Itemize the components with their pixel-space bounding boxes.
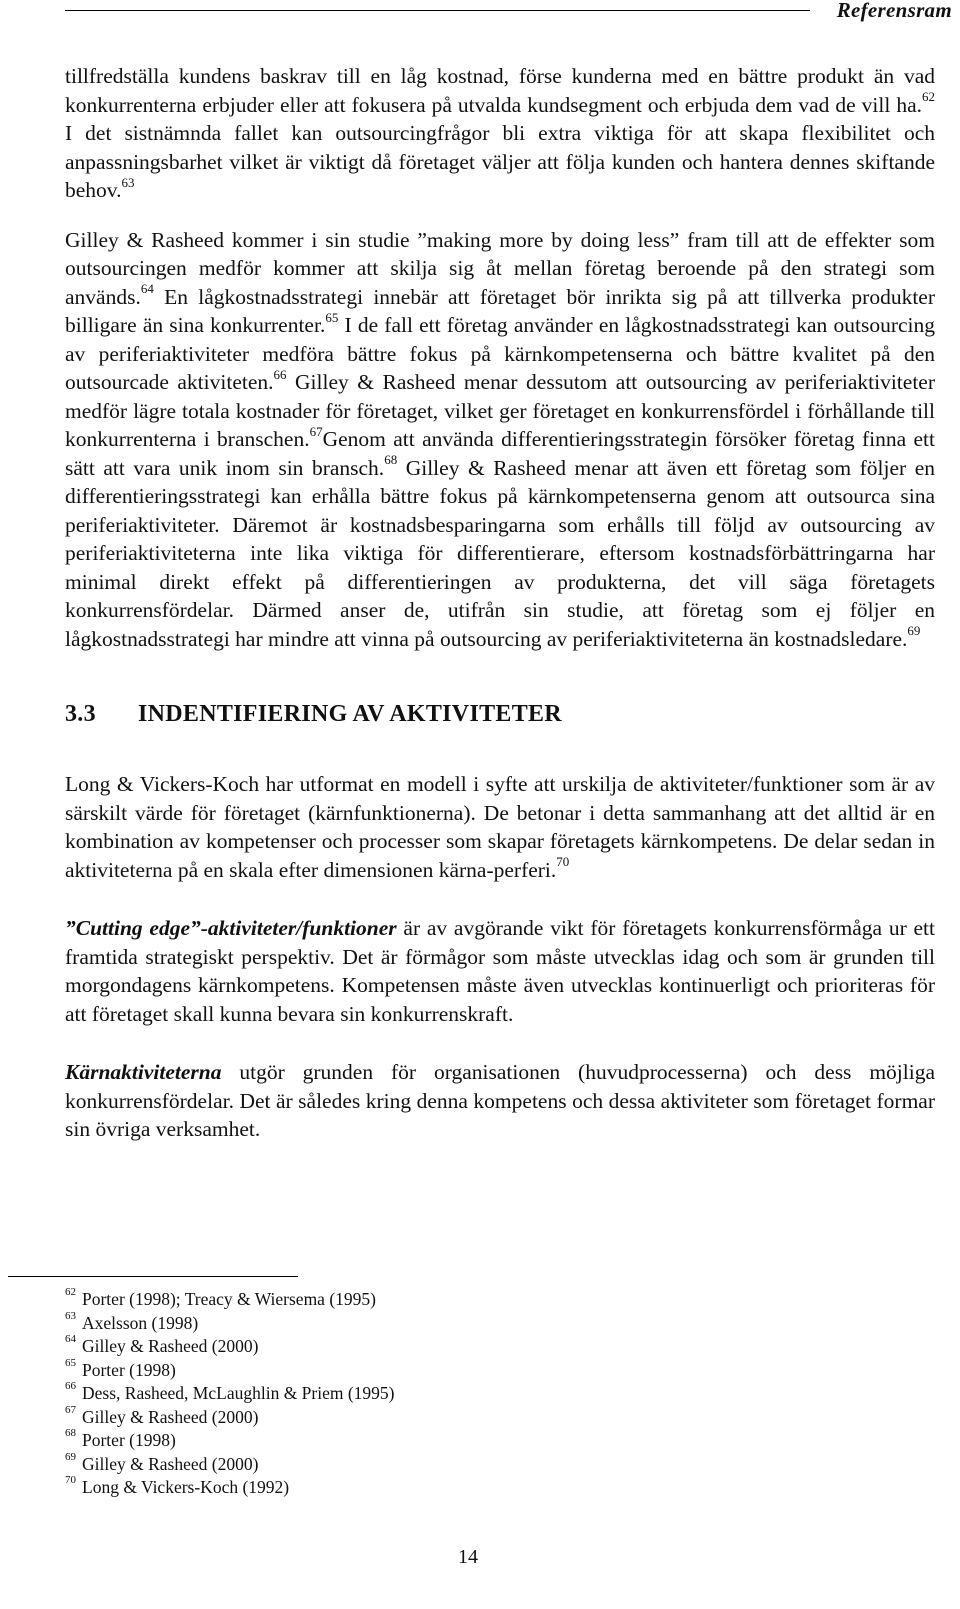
- footnote-text: Dess, Rasheed, McLaughlin & Priem (1995): [82, 1383, 395, 1403]
- footnote-reference: 62: [922, 89, 935, 105]
- footnote-text: Long & Vickers-Koch (1992): [82, 1477, 290, 1497]
- footnote-number: 70: [65, 1474, 76, 1487]
- paragraph-text: I de fall ett företag använder en lågkostnadsstrategi kan outsourcing av periferiaktiviteter medföra bättre fokus på kärnkompetenserna och bättre kvalitet på den outsourcade aktiviteten.: [65, 313, 935, 394]
- paragraph: [65, 62, 935, 205]
- paragraph-text: I det sistnämnda fallet kan outsourcingfrågor bli extra viktiga för att skapa flexibilitet och anpassningsbarhet vilket är viktigt då företaget väljer att följa kunden och hantera dennes skiftande behov.: [65, 121, 935, 202]
- defined-term: Kärnaktiviteterna: [65, 1060, 222, 1084]
- paragraph: [65, 226, 935, 654]
- footnote: [65, 1309, 395, 1336]
- paragraph: [65, 770, 935, 884]
- paragraph-text: utgör grunden för organisationen (huvudprocesserna) och dess möjliga konkurrensfördelar. Det är således kring denna kompetens och dessa aktiviteter som företaget formar sin övriga verksamhet.: [65, 1060, 935, 1141]
- footnote: [65, 1382, 395, 1406]
- footnote: [65, 1403, 395, 1430]
- footnote-reference: 68: [384, 452, 398, 468]
- footnote-reference: 69: [907, 623, 921, 639]
- footnote-reference: 63: [121, 174, 135, 190]
- section-number: 3.3: [65, 701, 96, 727]
- footnote: [65, 1288, 395, 1312]
- footnote-text: Axelsson (1998): [82, 1312, 199, 1333]
- footnote-number: 67: [65, 1403, 76, 1416]
- footnote: [65, 1356, 395, 1383]
- footnote: [65, 1335, 395, 1359]
- footnote-reference: 66: [273, 366, 287, 382]
- footnote-reference: 67: [309, 423, 323, 439]
- page-number: 14: [458, 1546, 478, 1568]
- paragraph-text: Gilley & Rasheed menar dessutom att outsourcing av periferiaktiviteter medför lägre totala kostnader för företaget, vilket ger företaget en konkurrensfördel i förhållande till konkurrenterna i branschen.: [65, 370, 935, 451]
- footnote: [65, 1476, 395, 1500]
- footnote-reference: 65: [325, 309, 339, 325]
- footnote-separator: [8, 1276, 298, 1277]
- footnote-text: Porter (1998): [82, 1359, 176, 1380]
- footnote: [65, 1429, 395, 1453]
- paragraph-text: Gilley & Rasheed kommer i sin studie ”making more by doing less” fram till att de effekter som outsourcingen medför kommer att skilja sig åt mellan företag beroende på den strategi som används.: [65, 227, 935, 309]
- footnote-text: Porter (1998): [82, 1430, 176, 1450]
- footnote-text: Gilley & Rasheed (2000): [82, 1453, 259, 1474]
- footnote: [65, 1450, 395, 1477]
- paragraph-text: Long & Vickers-Koch har utformat en modell i syfte att urskilja de aktiviteter/funktioner som är av särskilt värde för företaget (kärnfunktionerna). De betonar i detta sammanhang att det alltid är en kombination av kompetenser och processer som skapar företagets kärnkompetens. De delar sedan in aktiviteterna på en skala efter dimensionen kärna-perferi.: [65, 772, 935, 882]
- header-rule: [65, 10, 810, 11]
- paragraph: [65, 1058, 935, 1144]
- footnote-reference: 64: [140, 281, 154, 297]
- footnote-text: Gilley & Rasheed (2000): [82, 1406, 259, 1427]
- paragraph-text: En lågkostnadsstrategi innebär att företaget bör inrikta sig på att tillverka produkter billigare än sina konkurrenter.: [65, 284, 935, 337]
- footnote-number: 69: [65, 1450, 76, 1463]
- footnote-number: 65: [65, 1356, 76, 1369]
- page-header: [65, 0, 960, 28]
- section-heading: [65, 701, 935, 728]
- footnote-number: 62: [65, 1286, 76, 1299]
- footnote-number: 64: [65, 1333, 76, 1346]
- footnote-text: Porter (1998); Treacy & Wiersema (1995): [82, 1289, 376, 1309]
- paragraph-text: Gilley & Rasheed menar att även ett företag som följer en differentieringsstrategi kan erhålla bättre fokus på kärnkompetenserna genom att outsourca sina periferiaktiviteter. Däremot är kostnadsbesparingarna som erhålls till följd av outsourcing av periferiaktiviteterna inte lika viktiga för differentierare, eftersom kostnadsförbättringarna har minimal direkt effekt på differentieringen av produkterna, det vill säga företagets konkurrensfördelar. Därmed anser de, utifrån sin studie, att företag som ej följer en lågkostnadsstrategi har mindre att vinna på outsourcing av periferiaktiviteterna än kostnadsledare.: [65, 455, 936, 651]
- footnote-text: Gilley & Rasheed (2000): [82, 1336, 259, 1356]
- section-title: INDENTIFIERING AV AKTIVITETER: [138, 701, 562, 727]
- footnotes: [65, 1288, 395, 1500]
- footnote-number: 63: [65, 1309, 76, 1322]
- defined-term: ”Cutting edge”-aktiviteter/funktioner: [65, 916, 397, 940]
- paragraph-text: Genom att använda differentieringsstrategin försöker företag finna ett sätt att vara unik inom sin bransch.: [65, 427, 935, 480]
- paragraph-text: tillfredställa kundens baskrav till en låg kostnad, förse kunderna med en bättre produkt än vad konkurrenterna erbjuder eller att fokusera på utvalda kundsegment och erbjuda dem vad de vill ha.: [65, 64, 935, 117]
- paragraph-text: är av avgörande vikt för företagets konkurrensförmåga ur ett framtida strategiskt perspektiv. Det är förmågor som måste utvecklas idag och som är grunden till morgondagens kärnkompetens. Kompetensen måste även utvecklas kontinuerligt och prioriteras för att företaget skall kunna bevara sin konkurrenskraft.: [65, 916, 935, 1026]
- header-title: Referensram: [836, 0, 952, 22]
- footnote-number: 68: [65, 1427, 76, 1440]
- main-content: [65, 62, 935, 1144]
- footnote-number: 66: [65, 1380, 76, 1393]
- paragraph: [65, 914, 935, 1028]
- footnote-reference: 70: [556, 854, 570, 870]
